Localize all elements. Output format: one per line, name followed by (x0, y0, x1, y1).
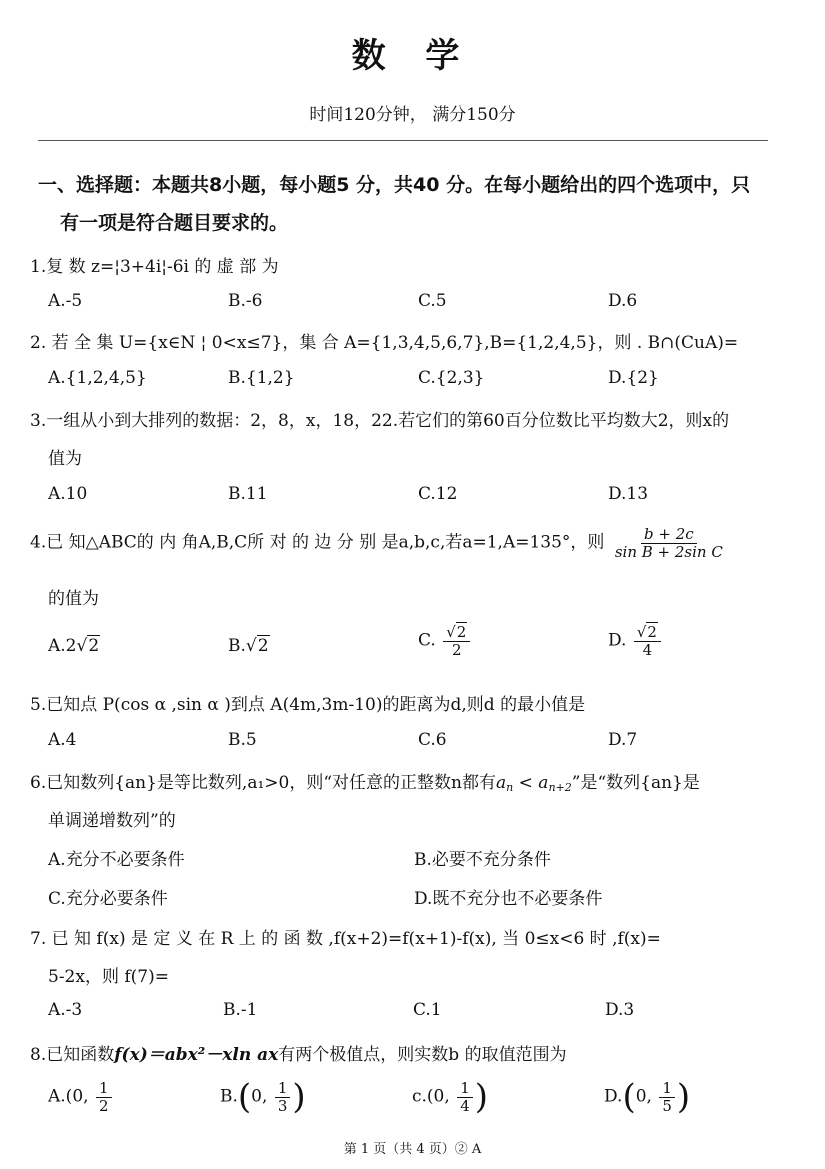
q4-option-b-label: B. (228, 636, 246, 656)
exam-time-info: 时间120分钟， 满分150分 (309, 105, 516, 125)
q8-option-b-fraction (275, 1080, 291, 1114)
q8-option-a-label: A.(0, (48, 1086, 89, 1107)
q8-option-b-label: B. (220, 1086, 238, 1107)
q4-option-a-label: A.2 (48, 636, 77, 656)
q3-option-d: D.13 (608, 484, 649, 504)
q8-c-den: 4 (460, 1096, 470, 1115)
q5-option-a: A.4 (48, 730, 77, 750)
q4-option-d-denominator: 4 (642, 640, 653, 659)
q4-option-c (418, 624, 472, 658)
header-divider (38, 140, 768, 141)
q1-option-d: D.6 (608, 291, 638, 311)
q4-option-c-fraction: $\frac{√2}{2}$ (443, 624, 470, 658)
question-3-line2: 值为 (48, 449, 82, 469)
q3-option-a: A.10 (48, 484, 88, 504)
q5-option-b: B.5 (228, 730, 257, 750)
q8-b-den: 3 (277, 1096, 288, 1115)
question-7-line1: 7. 已 知 f(x) 是 定 义 在 R 上 的 函 数 ,f(x+2)=f(x+1)-f(x), 当 0≤x<6 时 ,f(x)= (30, 929, 661, 949)
q4-option-d-radicand: 2 (647, 623, 657, 641)
q6-option-b: B.必要不充分条件 (414, 850, 551, 870)
page-footer: 第 1 页（共 4 页）② A (343, 1142, 482, 1157)
q8-d-num: 1 (659, 1080, 675, 1098)
q6-option-c: C.充分必要条件 (48, 889, 168, 909)
question-8-text-end: 有两个极值点，则实数b 的取值范围为 (278, 1045, 567, 1065)
question-4 (30, 526, 728, 560)
q4-option-c-radicand: 2 (456, 623, 467, 641)
q4-option-b-radicand: 2 (257, 636, 269, 656)
q4-option-c-label: C. (418, 630, 436, 651)
question-5: 5.已知点 P(cos α ,sin α )到点 A(4m,3m-10)的距离为d,则d 的最小值是 (30, 695, 586, 715)
q8-option-a (48, 1080, 114, 1114)
q8-option-c-label: c.(0, (412, 1086, 450, 1107)
q8-option-b: B.(0, $\frac{1}{3}$ ) (220, 1077, 306, 1117)
question-8-text: 8.已知函数 (30, 1045, 115, 1065)
question-4-text: 4.已 知△ABC的 内 角A,B,C所 对 的 边 分 别 是a,b,c,若a=1,A=135°，则 (30, 532, 605, 553)
q6-less-than: < (513, 773, 539, 793)
q7-option-a: A.-3 (48, 1000, 83, 1020)
q7-option-b: B.-1 (223, 1000, 258, 1020)
q1-option-a: A.-5 (48, 291, 83, 311)
q8-option-d: D.(0, $\frac{1}{5}$ ) (604, 1077, 691, 1117)
q6-sub-n: n (506, 781, 514, 794)
q4-frac-denominator: sin B + 2sin C (614, 542, 723, 561)
q5-option-c: C.6 (418, 730, 447, 750)
section-heading-line2: 有一项是符合题目要求的。 (60, 212, 289, 234)
question-6-text: 6.已知数列{an}是等比数列,a₁>0，则“对任意的正整数n都有 (30, 773, 496, 793)
q6-option-a: A.充分不必要条件 (48, 850, 185, 870)
q7-option-c: C.1 (413, 1000, 442, 1020)
q4-fraction (612, 526, 726, 560)
q8-d-den: 5 (662, 1096, 672, 1115)
q8-option-d-fraction (659, 1080, 675, 1114)
q8-option-c: c.(0, $\frac{1}{4}$ ) (412, 1077, 488, 1117)
q6-option-d: D.既不充分也不必要条件 (414, 889, 603, 909)
question-1: 1.复 数 z=¦3+4i¦-6i 的 虚 部 为 (30, 257, 279, 277)
page-title: 数 学 (351, 36, 474, 76)
q8-a-den: 2 (98, 1096, 109, 1115)
question-2: 2. 若 全 集 U={x∈N ¦ 0<x≤7}，集 合 A={1,3,4,5,6,7},B={1,2,4,5}，则 . B∩(CuA)= (30, 333, 739, 353)
q5-option-d: D.7 (608, 730, 638, 750)
q4-frac-numerator: b + 2c (641, 526, 697, 544)
q6-sub-n2: n+2 (548, 781, 572, 794)
q6-term-a: a (496, 773, 507, 793)
q4-option-d-fraction: $\frac{√2}{4}$ (634, 624, 661, 658)
q3-option-c: C.12 (418, 484, 458, 504)
q4-option-a: A.2√2 (48, 636, 100, 656)
q2-option-a: A.{1,2,4,5} (48, 368, 147, 388)
question-6-line2: 单调递增数列”的 (48, 811, 176, 831)
q7-option-d: D.3 (605, 1000, 635, 1020)
q2-option-c: C.{2,3} (418, 368, 485, 388)
q1-option-c: C.5 (418, 291, 447, 311)
question-8 (30, 1040, 567, 1065)
q4-option-d-label: D. (608, 630, 627, 651)
q2-option-d: D.{2} (608, 368, 659, 388)
q8-b-num: 1 (275, 1080, 291, 1098)
q4-option-c-denominator: 2 (452, 640, 462, 659)
q4-option-b: B.√2 (228, 636, 269, 656)
question-7-line2: 5-2x，则 f(7)= (48, 967, 169, 987)
question-6 (30, 768, 700, 794)
q8-option-a-fraction (96, 1080, 112, 1114)
q2-option-b: B.{1,2} (228, 368, 295, 388)
q8-c-num: 1 (457, 1080, 473, 1098)
q3-option-b: B.11 (228, 484, 268, 504)
q8-d-zero: 0, (635, 1086, 652, 1107)
question-3-line1: 3.一组从小到大排列的数据：2，8，x，18，22.若它们的第60百分位数比平均数大2，则x的 (30, 411, 730, 431)
q4-option-a-radicand: 2 (88, 636, 100, 656)
q8-b-zero: 0, (251, 1086, 268, 1107)
q6-term-a2: a (538, 773, 549, 793)
q8-option-c-fraction (457, 1080, 473, 1114)
question-6-text-end: ”是“数列{an}是 (571, 773, 700, 793)
q8-option-d-label: D. (604, 1086, 623, 1107)
section-heading-line1: 一、选择题：本题共8小题，每小题5 分，共40 分。在每小题给出的四个选项中，只 (38, 174, 751, 196)
question-4-line2: 的值为 (48, 589, 99, 609)
q8-a-num: 1 (96, 1080, 112, 1098)
q1-option-b: B.-6 (228, 291, 263, 311)
q4-option-d (608, 624, 663, 658)
q8-function: f(x)＝abx²－xln ax (114, 1045, 279, 1065)
